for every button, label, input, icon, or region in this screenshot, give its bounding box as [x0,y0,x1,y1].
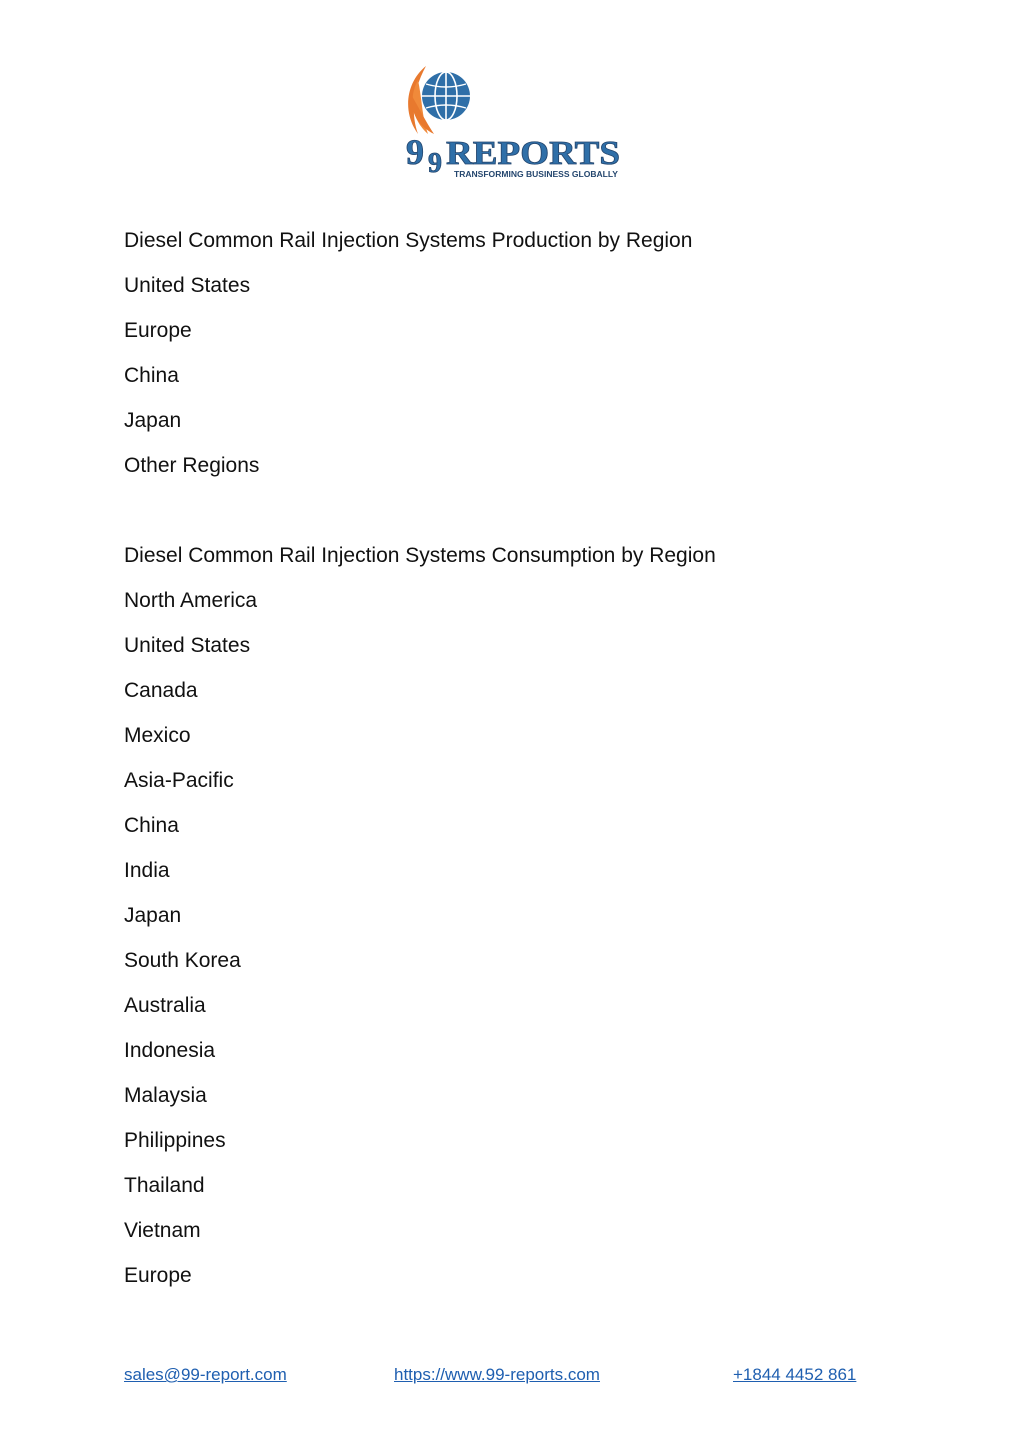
production-heading: Diesel Common Rail Injection Systems Production by Region [124,229,693,252]
list-item: North America [124,589,258,612]
list-item: Australia [124,994,206,1017]
list-item: Other Regions [124,454,260,477]
list-item: Mexico [124,724,191,747]
list-item: United States [124,274,251,297]
email-link[interactable]: sales@99-report.com [124,1365,287,1384]
svg-text:9: 9 [428,148,442,179]
list-item: Vietnam [124,1219,201,1242]
list-item: Asia-Pacific [124,769,234,792]
list-item: China [124,814,179,837]
consumption-heading: Diesel Common Rail Injection Systems Consumption by Region [124,544,716,567]
svg-text:TRANSFORMING BUSINESS GLOBALLY: TRANSFORMING BUSINESS GLOBALLY [454,170,619,179]
list-item: China [124,364,179,387]
website-link[interactable]: https://www.99-reports.com [394,1365,600,1384]
list-item: India [124,859,170,882]
list-item: Canada [124,679,198,702]
globe-logo-icon [404,60,624,184]
list-item: United States [124,634,251,657]
svg-text:REPORTS: REPORTS [446,135,620,172]
list-item: Europe [124,1264,192,1287]
list-item: Japan [124,904,182,927]
list-item: Thailand [124,1174,205,1197]
list-item: Europe [124,319,192,342]
page-footer [0,1364,1024,1390]
list-item: Indonesia [124,1039,216,1062]
company-logo [404,60,624,184]
list-item: Japan [124,409,182,432]
phone-link[interactable]: +1844 4452 861 [733,1365,857,1384]
svg-text:9: 9 [406,132,424,172]
list-item: Malaysia [124,1084,207,1107]
list-item: Philippines [124,1129,226,1152]
list-item: South Korea [124,949,241,972]
